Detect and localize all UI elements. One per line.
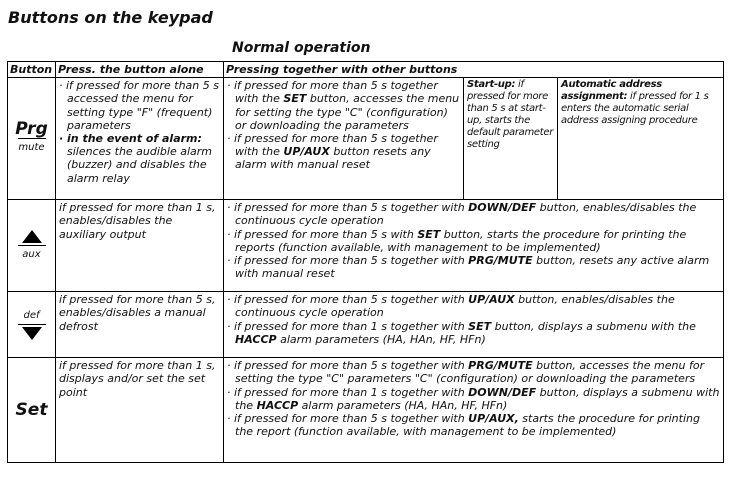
prg-startup-cell: Start-up: if pressed for more than 5 s at start-up, starts the default parameter setting	[464, 78, 558, 200]
def-together-text-1: · if pressed for more than 5 s together with UP/AUX button, enables/disables the continuous cycle operation	[227, 293, 675, 320]
prg-together-cell	[224, 78, 464, 200]
aux-together-text-2: · if pressed for more than 5 s with SET button, starts the procedure for printing the reports (function available, with management to be implemented)	[227, 227, 687, 254]
keypad-table	[7, 61, 724, 463]
set-key-label: Set	[15, 399, 48, 420]
aux-together-text-3: · if pressed for more than 5 s together with PRG/MUTE button, resets any active alarm with manual reset	[227, 254, 710, 281]
set-together-text-3: · if pressed for more than 5 s together with UP/AUX, starts the procedure for printing the report (function available, with management to be implemented)	[227, 412, 700, 439]
set-alone-cell: if pressed for more than 1 s, displays and/or set the set point	[56, 358, 224, 463]
mute-key-label: mute	[18, 142, 45, 154]
aux-alone-cell: if pressed for more than 1 s, enables/disables the auxiliary output	[56, 200, 224, 292]
header-together: Pressing together with other buttons	[224, 62, 724, 78]
table-row	[8, 200, 724, 292]
down-arrow-icon	[22, 327, 42, 340]
section-subtitle: Normal operation	[232, 40, 371, 56]
prg-mute-key	[8, 78, 56, 200]
prg-together-text-2: · if pressed for more than 5 s together with the UP/AUX button resets any alarm with manual reset	[227, 132, 438, 172]
def-key-label: def	[23, 310, 40, 322]
aux-together-cell	[224, 200, 724, 292]
aux-together-text-1: · if pressed for more than 5 s together with DOWN/DEF button, enables/disables the continuous cycle operation	[227, 201, 697, 228]
set-together-text-1: · if pressed for more than 5 s together with PRG/MUTE button, accesses the menu for setting the type "C" parameters "C" (configuration) or downloading the parameters	[227, 359, 705, 386]
up-aux-key	[8, 200, 56, 292]
page-title: Buttons on the keypad	[8, 8, 213, 27]
prg-key-label: Prg	[15, 119, 48, 139]
down-def-key	[8, 292, 56, 358]
table-row	[8, 78, 724, 200]
header-alone: Press. the button alone	[56, 62, 224, 78]
table-row	[8, 358, 724, 463]
table-row	[8, 292, 724, 358]
prg-alone-cell	[56, 78, 224, 200]
def-together-cell	[224, 292, 724, 358]
key-divider	[18, 324, 46, 325]
aux-key-label: aux	[22, 249, 41, 261]
prg-address-cell: Automatic address assignment: if pressed for 1 s enters the automatic serial address assigning procedure	[558, 78, 724, 200]
header-button: Button	[8, 62, 56, 78]
key-divider	[18, 245, 46, 246]
prg-together-text-1: · if pressed for more than 5 s together with the SET button, accesses the menu for setting the type "C" (configuration) or downloading the parameters	[227, 79, 460, 132]
set-key	[8, 358, 56, 463]
prg-alarm-text: · in the event of alarm: silences the audible alarm (buzzer) and disables the alarm relay	[59, 132, 213, 185]
def-together-text-2: · if pressed for more than 1 s together with SET button, displays a submenu with the HACCP alarm parameters (HA, HAn, HF, HFn)	[227, 319, 696, 346]
up-arrow-icon	[22, 230, 42, 243]
def-alone-cell: if pressed for more than 5 s, enables/disables a manual defrost	[56, 292, 224, 358]
prg-alone-text: · if pressed for more than 5 s accessed the menu for setting type "F" (frequent) parameters	[59, 79, 219, 132]
set-together-cell	[224, 358, 724, 463]
header-row	[8, 62, 724, 78]
set-together-text-2: · if pressed for more than 1 s together with DOWN/DEF button, displays a submenu with the HACCP alarm parameters (HA, HAn, HF, HFn)	[227, 385, 720, 412]
